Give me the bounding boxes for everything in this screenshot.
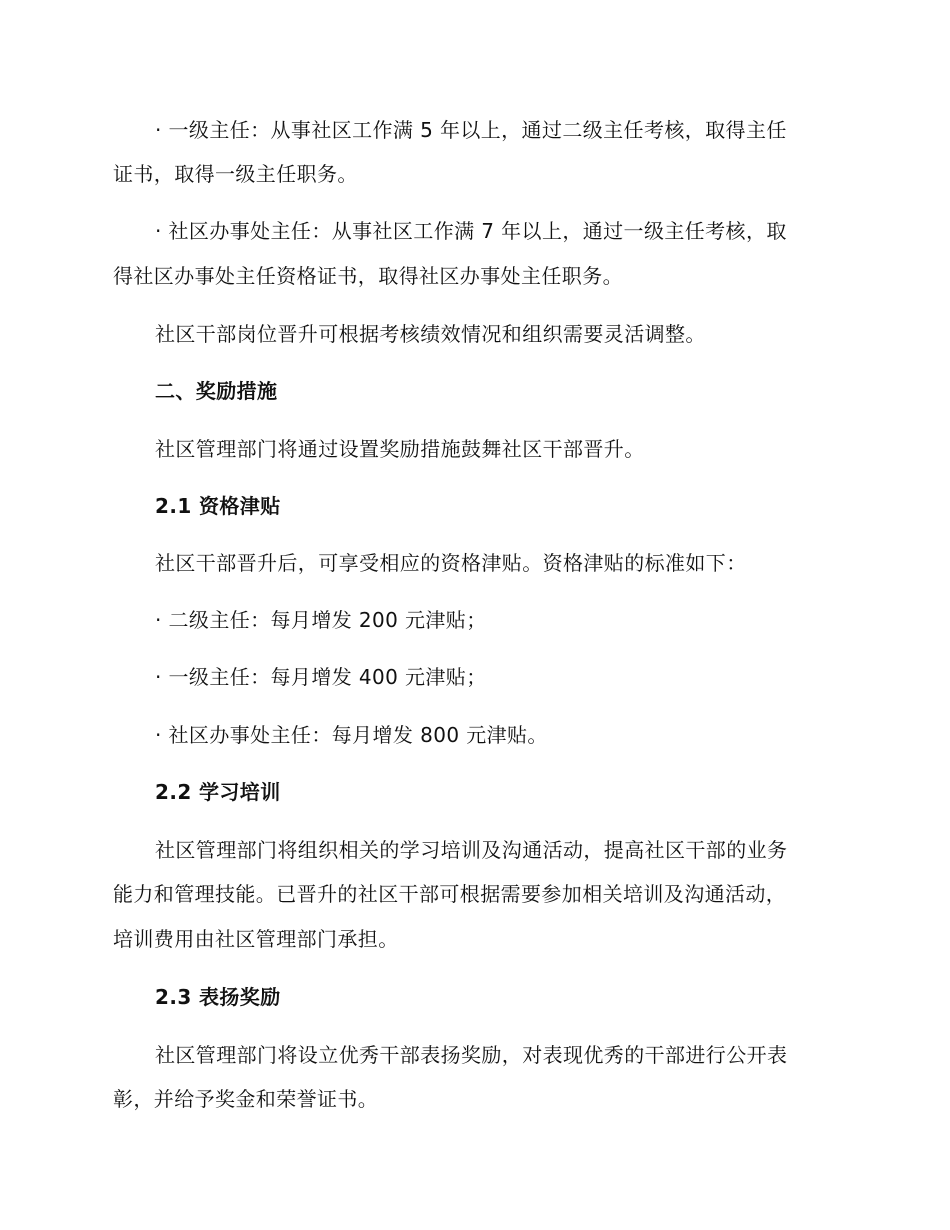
promotion-note: 社区干部岗位晋升可根据考核绩效情况和组织需要灵活调整。 (155, 322, 706, 346)
section-heading-rewards: 二、奖励措施 (155, 379, 278, 403)
subsection-heading-allowance: 2.1 资格津贴 (155, 494, 281, 518)
list-item-first-level-director: · 一级主任：从事社区工作满 5 年以上，通过二级主任考核，取得主任 (155, 118, 787, 142)
training-paragraph-line: 社区管理部门将组织相关的学习培训及沟通活动，提高社区干部的业务 (155, 838, 788, 862)
commendation-paragraph-line: 彰，并给予奖金和荣誉证书。 (113, 1087, 379, 1111)
training-paragraph-line: 能力和管理技能。已晋升的社区干部可根据需要参加相关培训及沟通活动， (113, 882, 787, 906)
subsection-heading-training: 2.2 学习培训 (155, 780, 281, 804)
training-paragraph-line: 培训费用由社区管理部门承担。 (113, 927, 399, 951)
list-item-office-director-continued: 得社区办事处主任资格证书，取得社区办事处主任职务。 (113, 264, 623, 288)
allowance-item-first-level: · 一级主任：每月增发 400 元津贴； (155, 665, 487, 689)
rewards-intro: 社区管理部门将通过设置奖励措施鼓舞社区干部晋升。 (155, 437, 645, 461)
list-item-office-director: · 社区办事处主任：从事社区工作满 7 年以上，通过一级主任考核，取 (155, 219, 787, 243)
allowance-item-second-level: · 二级主任：每月增发 200 元津贴； (155, 608, 487, 632)
subsection-heading-commendation: 2.3 表扬奖励 (155, 985, 281, 1009)
commendation-paragraph-line: 社区管理部门将设立优秀干部表扬奖励，对表现优秀的干部进行公开表 (155, 1043, 788, 1067)
list-item-first-level-director-continued: 证书，取得一级主任职务。 (113, 162, 358, 186)
allowance-intro: 社区干部晋升后，可享受相应的资格津贴。资格津贴的标准如下： (155, 551, 747, 575)
allowance-item-office-director: · 社区办事处主任：每月增发 800 元津贴。 (155, 723, 548, 747)
